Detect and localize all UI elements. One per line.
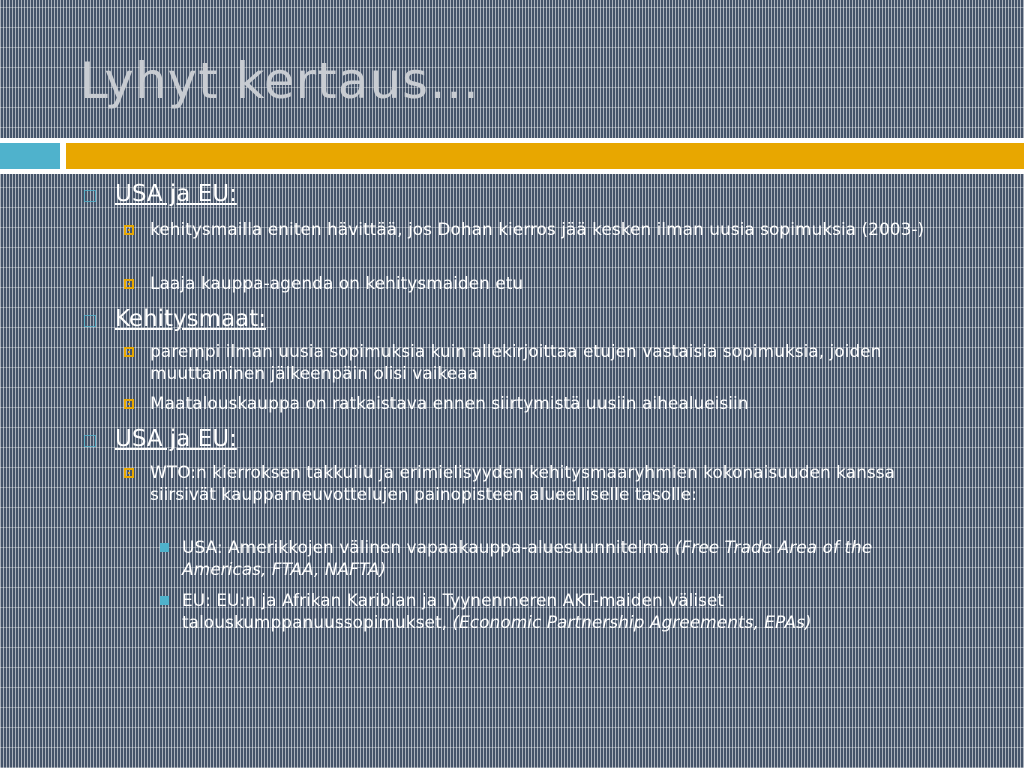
- level2-bullet-icon: [124, 468, 134, 478]
- accent-bar-blue: [0, 143, 60, 169]
- slide-title: Lyhyt kertaus…: [80, 52, 481, 110]
- section-heading: Kehitysmaat:: [115, 306, 267, 332]
- bullet-text: kehitysmailla eniten hävittää, jos Dohan kierros jää kesken ilman uusia sopimuksia (2003-): [150, 220, 925, 240]
- level1-bullet-icon: [84, 435, 96, 447]
- accent-bar-orange: [66, 143, 1024, 169]
- sub-bullet-text: EU: EU:n ja Afrikan Karibian ja Tyynenmeren AKT-maiden väliset talouskumppanuussopimukset, (Economic Partnership Agreements, EPAs): [182, 591, 812, 633]
- bullet-text: WTO:n kierroksen takkuilu ja erimielisyyden kehitysmaaryhmien kokonaisuuden kanssa siirsivät kaupparneuvottelujen painopisteen alueelliselle tasolle:: [150, 463, 896, 505]
- level1-bullet-icon: [84, 190, 96, 202]
- bullet-text: Maatalouskauppa on ratkaistava ennen siirtymistä uusiin aihealueisiin: [150, 394, 749, 414]
- level2-bullet-icon: [124, 225, 134, 235]
- level3-bullet-icon: [160, 596, 169, 605]
- bullet-text: Laaja kauppa-agenda on kehitysmaiden etu: [150, 274, 524, 294]
- bullet-text: parempi ilman uusia sopimuksia kuin allekirjoittaa etujen vastaisia sopimuksia, joiden muuttaminen jälkeenpäin olisi vaikeaa: [150, 342, 882, 384]
- level3-bullet-icon: [160, 543, 169, 552]
- section-heading: USA ja EU:: [115, 426, 237, 452]
- level2-bullet-icon: [124, 347, 134, 357]
- section-heading: USA ja EU:: [115, 181, 237, 207]
- level2-bullet-icon: [124, 279, 134, 289]
- level2-bullet-icon: [124, 399, 134, 409]
- sub-bullet-text: USA: Amerikkojen välinen vapaakauppa-aluesuunnitelma (Free Trade Area of the Americas, FTAA, NAFTA): [182, 538, 873, 580]
- level1-bullet-icon: [84, 315, 96, 327]
